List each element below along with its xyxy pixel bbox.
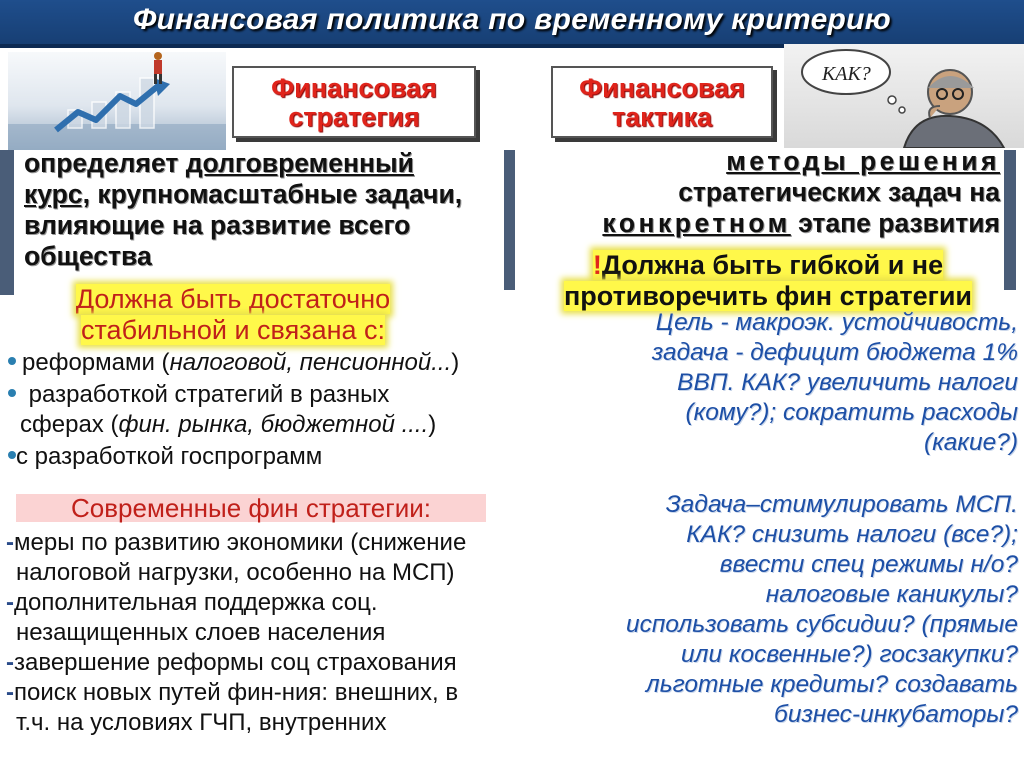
tactics-heading-line2: тактика [611, 102, 713, 132]
goal-line: задача - дефицит бюджета 1% [651, 339, 1018, 366]
task-line: использовать субсидии? (прямые [625, 611, 1018, 638]
dash-marker: - [6, 589, 14, 616]
goal-line: (кому?); сократить расходы [685, 399, 1018, 426]
list-item-text: завершение реформы соц страхования [14, 649, 457, 676]
strategy-def-underlined-1: долговременный [185, 148, 414, 178]
tactics-task-block [548, 490, 1018, 730]
task-line: льготные кредиты? создавать [645, 671, 1018, 698]
list-item [8, 380, 508, 440]
list-item-text: незащищенных слоев населения [16, 619, 386, 646]
list-item [6, 528, 556, 588]
tactics-req-line1: Должна быть гибкой и не [601, 250, 944, 280]
strategy-requirement [20, 284, 446, 346]
strategy-def-underlined-2: курс, [24, 179, 90, 209]
list-item [6, 648, 556, 678]
tactics-def-rest: этапе развития [790, 208, 1000, 238]
list-item-text: ) [451, 349, 460, 376]
strategy-links-list [8, 348, 508, 474]
list-item [6, 588, 556, 648]
tactics-def-line3 [522, 208, 1000, 239]
list-item-text: налоговой нагрузки, особенно на МСП) [16, 559, 455, 586]
list-item [6, 678, 556, 738]
thinker-svg [784, 44, 1024, 148]
list-item [8, 348, 508, 378]
strategy-def-text-1: определяет [24, 148, 186, 178]
list-item-text: поиск новых путей фин-ния: внешних, в [14, 679, 459, 706]
tactics-definition [522, 146, 1000, 239]
modern-strategies-heading: Современные фин стратегии: [16, 494, 486, 522]
tactics-req-line2: противоречить фин стратегии [563, 281, 973, 311]
strategy-heading-line1: Финансовая [271, 73, 437, 103]
list-item-text: реформами ( [22, 349, 170, 376]
dash-marker: - [6, 679, 14, 706]
strategy-heading-line2: стратегия [288, 102, 420, 132]
list-item-text: ) [428, 411, 437, 438]
modern-strategies-list [6, 528, 556, 738]
tactics-requirement [528, 250, 1008, 312]
growth-chart-figure-icon [8, 52, 226, 150]
task-line: налоговые каникулы? [765, 581, 1018, 608]
goal-line: Цель - макроэк. устойчивость, [655, 309, 1018, 336]
list-item [8, 442, 508, 472]
strategy-req-line2: стабильной и связана с: [80, 315, 386, 345]
goal-line: ВВП. КАК? увеличить налоги [677, 369, 1018, 396]
strategy-def-text-2: крупномасштабные задачи, влияющие на развитие всего общества [24, 179, 463, 271]
dash-marker: - [6, 529, 14, 556]
tactics-def-line2: стратегических задач на [678, 177, 1000, 207]
task-line: или косвенные?) госзакупки? [681, 641, 1018, 668]
left-accent-bar [0, 150, 14, 295]
thinking-man-icon [784, 44, 1024, 148]
list-item-text: меры по развитию экономики (снижение [14, 529, 467, 556]
tactics-goal-block [556, 308, 1018, 458]
exclamation-icon: ! [592, 250, 602, 280]
bullet-icon [8, 389, 16, 397]
list-item-text: с разработкой госпрограмм [16, 443, 323, 470]
list-item-text: дополнительная поддержка соц. [14, 589, 378, 616]
tactics-heading [551, 66, 773, 138]
growth-chart-svg [8, 52, 226, 150]
bullet-icon [8, 451, 16, 459]
strategy-definition [24, 148, 504, 272]
center-divider-bar [504, 150, 515, 290]
list-item-text: сферах ( [20, 411, 119, 438]
tactics-def-line1: методы решения [726, 146, 1000, 176]
thought-text: КАК? [822, 63, 871, 85]
task-line: бизнес-инкубаторы? [774, 701, 1018, 728]
list-item-italic: фин. рынка, бюджетной .... [118, 411, 429, 438]
list-item-text: разработкой стратегий в разных [22, 381, 390, 408]
tactics-heading-line1: Финансовая [579, 73, 745, 103]
dash-marker: - [6, 649, 14, 676]
tactics-req-line1-wrap [593, 250, 943, 280]
slide-title: Финансовая политика по временному критерию [132, 3, 892, 36]
bullet-icon [8, 357, 16, 365]
strategy-req-line1: Должна быть достаточно [75, 284, 391, 314]
list-item-italic: налоговой, пенсионной... [169, 349, 452, 376]
task-line: ввести спец режимы н/о? [719, 551, 1018, 578]
goal-line: (какие?) [924, 429, 1018, 456]
task-line: КАК? снизить налоги (все?); [686, 521, 1018, 548]
strategy-heading [232, 66, 476, 138]
task-line: Задача–стимулировать МСП. [665, 491, 1018, 518]
tactics-def-spaced: конкретном [602, 208, 791, 238]
list-item-text: т.ч. на условиях ГЧП, внутренних [16, 709, 387, 736]
